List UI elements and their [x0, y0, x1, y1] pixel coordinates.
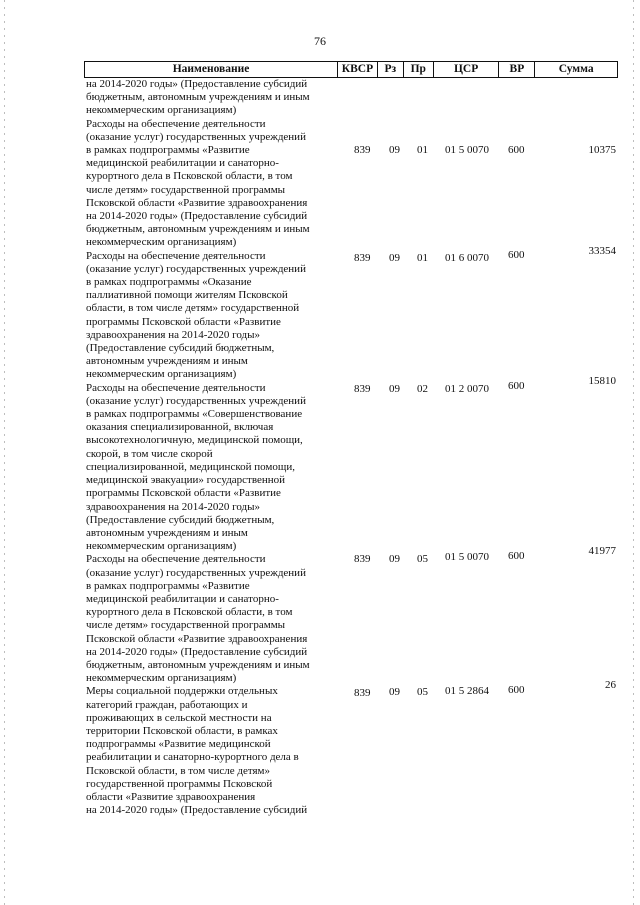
row-name: на 2014-2020 годы» (Предоставление субсидий бюджетным, автономным учреждениям и иным некоммерческим организациям): [86, 78, 310, 117]
table-row: [84, 545, 618, 685]
row-kvsr: 839: [354, 143, 371, 156]
header-rz: Рз: [377, 62, 403, 77]
row-sum: 41977: [588, 545, 616, 558]
row-kvsr: 839: [354, 553, 371, 566]
row-name: Меры социальной поддержки отдельных категорий граждан, работающих и проживающих в сельской местности на территории Псковской области, в рамках подпрограммы «Развитие медицинской реабилитации и санаторно-курортного дела в Псковской области, в том числе детям» государственной программы Псковской области «Развитие здравоохранения на 2014-2020 годы» (Предоставление субсидий: [86, 685, 308, 817]
budget-table: [84, 61, 618, 817]
table-row: [84, 118, 618, 250]
row-rz: 09: [389, 686, 400, 699]
row-csr: 01 5 2864: [445, 685, 489, 698]
row-pr: 05: [417, 686, 428, 699]
scan-margin-line-left: [4, 0, 5, 905]
header-name: Наименование: [172, 63, 250, 75]
page-number: 76: [314, 34, 326, 48]
table-row: [84, 374, 618, 554]
row-csr: 01 5 0070: [445, 551, 489, 564]
row-vr: 600: [508, 550, 525, 563]
row-kvsr: 839: [354, 382, 371, 395]
table-header-row: [84, 61, 618, 78]
row-sum: 15810: [588, 374, 616, 387]
row-rz: 09: [389, 553, 400, 566]
row-rz: 09: [389, 382, 400, 395]
row-sum: 10375: [588, 143, 616, 156]
row-rz: 09: [389, 251, 400, 264]
row-csr: 01 6 0070: [445, 251, 489, 264]
row-vr: 600: [508, 248, 525, 261]
header-csr: ЦСР: [433, 62, 499, 77]
row-kvsr: 839: [354, 687, 371, 700]
row-name: Расходы на обеспечение деятельности (оказание услуг) государственных учреждений в рамках подпрограммы «Совершенствование оказания специализированной, включая высокотехнологичную, медицинской помощи, скорой, в том числе скорой специализированной, медицинской помощи, медицинской эвакуации» государственной программы Псковской области «Развитие здравоохранения на 2014-2020 годы» (Предоставление субсидий бюджетным, автономным учреждениям и иным некоммерческим организациям): [86, 381, 306, 553]
row-name: Расходы на обеспечение деятельности (оказание услуг) государственных учреждений в рамках подпрограммы «Оказание паллиативной помощи жителям Псковской области, в том числе детям» государственной программы Псковской области «Развитие здравоохранения на 2014-2020 годы» (Предоставление субсидий бюджетным, автономным учреждениям и иным некоммерческим организациям): [86, 249, 306, 381]
row-vr: 600: [508, 379, 525, 392]
row-vr: 600: [508, 143, 525, 156]
row-csr: 01 2 0070: [445, 382, 489, 395]
row-pr: 02: [417, 382, 428, 395]
row-csr: 01 5 0070: [445, 143, 489, 156]
header-kvsr: КВСР: [337, 62, 377, 77]
row-sum: 26: [605, 679, 616, 692]
header-sum: Сумма: [534, 62, 617, 77]
header-vr: ВР: [498, 62, 534, 77]
row-pr: 01: [417, 251, 428, 264]
header-pr: Пр: [403, 62, 433, 77]
table-row-continuation: [84, 78, 618, 118]
row-rz: 09: [389, 143, 400, 156]
row-name: Расходы на обеспечение деятельности (оказание услуг) государственных учреждений в рамках подпрограммы «Развитие медицинской реабилитации и санаторно- курортного дела в Псковской области, в том числе детям» государственной программы Псковской области «Развитие здравоохранения на 2014-2020 годы» (Предоставление субсидий бюджетным, автономным учреждениям и иным некоммерческим организациям): [86, 553, 310, 685]
row-sum: 33354: [588, 244, 616, 257]
scan-margin-line-right: [633, 0, 634, 905]
row-pr: 05: [417, 553, 428, 566]
row-name: Расходы на обеспечение деятельности (оказание услуг) государственных учреждений в рамках подпрограммы «Развитие медицинской реабилитации и санаторно- курортного дела в Псковской области, в том числе детям» государственной программы Псковской области «Развитие здравоохранения на 2014-2020 годы» (Предоставление субсидий бюджетным, автономным учреждениям и иным некоммерческим организациям): [86, 117, 310, 249]
row-kvsr: 839: [354, 251, 371, 264]
table-row: [84, 244, 618, 382]
table-row: [84, 679, 618, 817]
row-pr: 01: [417, 143, 428, 156]
row-vr: 600: [508, 684, 525, 697]
